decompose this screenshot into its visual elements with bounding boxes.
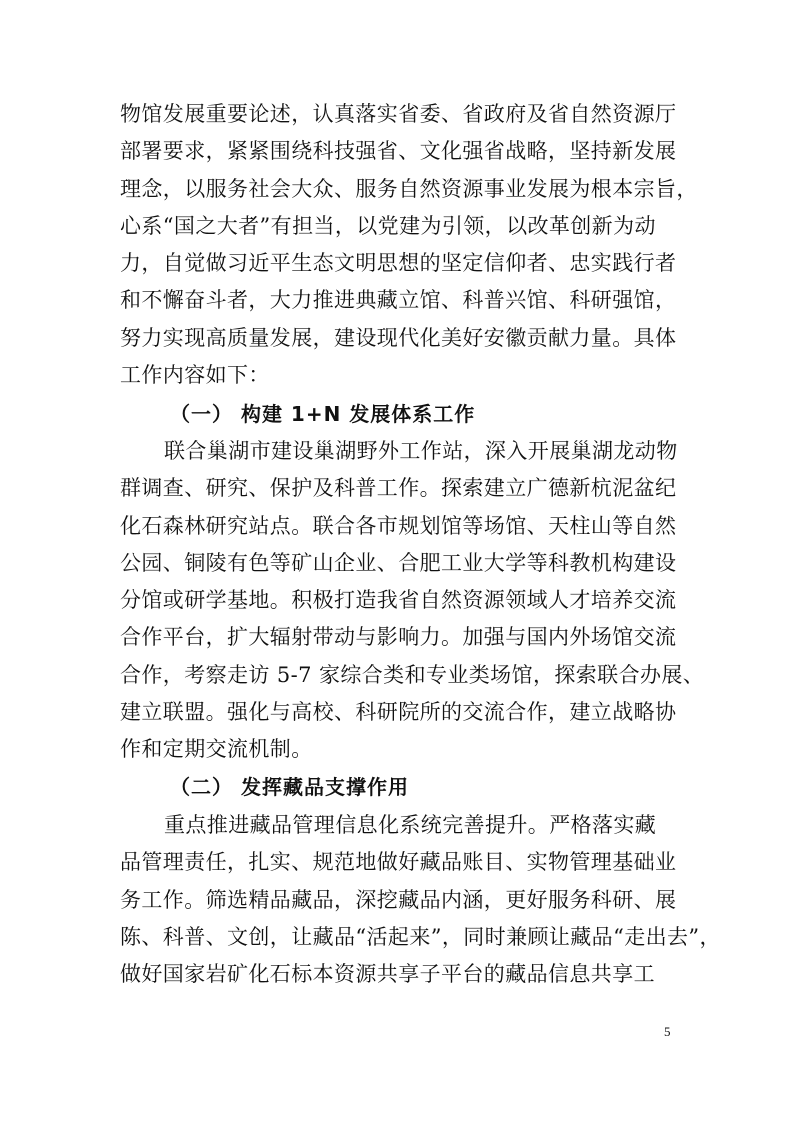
section-heading-text: （二） 发挥藏品支撑作用 [170, 775, 409, 799]
text-line: 和不懈奋斗者，大力推进典藏立馆、科普兴馆、科研强馆， [120, 288, 677, 313]
text-line: 心系“国之大者”有担当，以党建为引领，以改革创新为动 [120, 213, 656, 238]
text-line: 重点推进藏品管理信息化系统完善提升。严格落实藏 [164, 813, 657, 837]
paragraph-3 [120, 807, 721, 993]
section-heading-2 [120, 769, 680, 806]
page-number: 5 [664, 1024, 671, 1039]
text-line: 化石森林研究站点。联合各市规划馆等场馆、天柱山等自然 [120, 513, 677, 538]
paragraph-2 [120, 433, 705, 769]
text-line: 做好国家岩矿化石标本资源共享子平台的藏品信息共享工 [120, 962, 655, 987]
text-line: 合作，考察走访 5-7 家综合类和专业类场馆，探索联合办展、 [120, 662, 705, 687]
paragraph-1 [120, 96, 698, 394]
text-line: 陈、科普、文创，让藏品“活起来”，同时兼顾让藏品“走出去”， [120, 924, 721, 949]
text-line: 品管理责任，扎实、规范地做好藏品账目、实物管理基础业 [120, 850, 677, 875]
section-heading-text: （一） 构建 1+N 发展体系工作 [170, 402, 476, 426]
text-line: 部署要求，紧紧围绕科技强省、文化强省战略，坚持新发展 [120, 139, 677, 164]
text-line: 物馆发展重要论述，认真落实省委、省政府及省自然资源厅 [120, 102, 677, 126]
text-line: 理念，以服务社会大众、服务自然资源事业发展为根本宗旨， [120, 176, 698, 201]
text-line: 合作平台，扩大辐射带动与影响力。加强与国内外场馆交流 [120, 625, 677, 650]
text-line: 作和定期交流机制。 [120, 737, 313, 762]
text-line: 力，自觉做习近平生态文明思想的坚定信仰者、忠实践行者 [120, 251, 677, 276]
text-line: 努力实现高质量发展，建设现代化美好安徽贡献力量。具体 [120, 325, 677, 350]
text-line: 分馆或研学基地。积极打造我省自然资源领域人才培养交流 [120, 588, 677, 613]
text-line: 务工作。筛选精品藏品，深挖藏品内涵，更好服务科研、展 [120, 887, 677, 912]
text-line: 建立联盟。强化与高校、科研院所的交流合作，建立战略协 [120, 700, 677, 725]
section-heading-1 [120, 396, 680, 433]
text-line: 群调查、研究、保护及科普工作。探索建立广德新杭泥盆纪 [120, 476, 677, 501]
text-line: 工作内容如下： [120, 363, 270, 388]
text-line: 联合巢湖市建设巢湖野外工作站，深入开展巢湖龙动物 [164, 439, 678, 463]
text-line: 公园、铜陵有色等矿山企业、合肥工业大学等科教机构建设 [120, 550, 677, 575]
